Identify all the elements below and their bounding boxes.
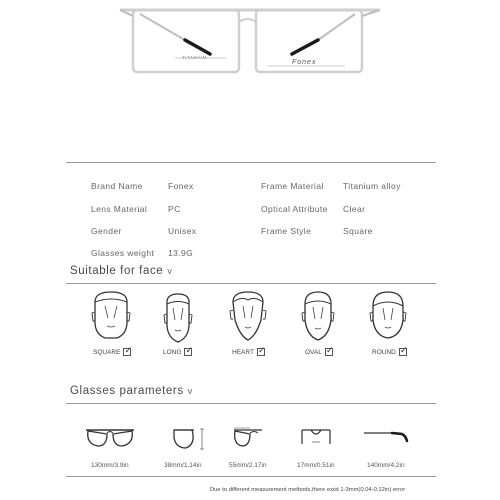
spec-value-brand: Fonex [168,181,194,191]
spec-label-optical: Optical Attribute [261,204,328,214]
params-section-divider [66,403,436,404]
glasses-product-image [0,0,500,100]
left-temple-tip [185,40,210,54]
spec-label-gender: Gender [91,226,122,236]
chevron-down-icon: v [167,266,173,276]
params-section-title-text: Glasses parameters [70,385,184,397]
heart-face-icon [230,292,266,340]
face-label-text: OVAL [305,348,322,356]
param-label-lens-height: 38mm/1.14in [164,462,202,469]
face-label-text: ROUND [372,348,396,356]
face-label-oval [305,348,333,356]
spec-label-lens-material: Lens Material [91,204,148,214]
param-label-temple: 140mm/4.2in [367,462,405,469]
lens-width-icon [86,430,134,446]
bridge-width-icon [302,430,330,444]
spec-value-lens-material: PC [168,204,181,214]
spec-label-weight: Glasses weight [91,248,155,258]
left-temple [140,14,185,40]
temple-brand: Fonex [292,59,317,66]
right-temple [318,14,355,40]
face-section-divider [66,283,436,284]
right-temple-tip [292,40,318,54]
face-label-long [163,348,192,356]
face-label-heart [232,348,265,356]
spec-value-frame-material: Titanium alloy [343,181,401,191]
face-section-title-text: Suitable for face [70,265,164,277]
spec-label-brand: Brand Name [91,181,143,191]
bridge [239,19,256,22]
spec-value-optical: Clear [343,204,366,214]
long-face-icon [164,294,192,342]
params-section-title [70,385,193,397]
footer-divider [66,476,436,477]
checkbox-checked-icon [123,348,131,356]
spec-value-gender: Unisex [168,226,197,236]
spec-label-frame-style: Frame Style [261,226,312,236]
checkbox-checked-icon [184,348,192,356]
spec-label-frame-material: Frame Material [261,181,324,191]
param-label-total-width: 130mm/3.9in [91,462,129,469]
face-section-title [70,265,172,277]
checkbox-checked-icon [325,348,333,356]
face-label-text: HEART [232,348,254,356]
spec-value-frame-style: Square [343,226,373,236]
measurement-footnote: Due to different measurement methods,there exist 1-3mm(0.04-0.12in) error [210,487,406,493]
face-label-text: SQUARE [93,348,121,356]
square-face-icon [92,292,130,338]
oval-face-icon [302,292,334,340]
temple-length-icon [364,433,407,441]
temple-text: TITANIUM [181,54,207,61]
top-divider [66,162,436,163]
glasses-params-row [0,424,500,460]
checkbox-checked-icon [399,348,407,356]
lens-diameter-icon [234,428,262,446]
face-label-text: LONG [163,348,182,356]
checkbox-checked-icon [257,348,265,356]
face-label-square [93,348,131,356]
spec-value-weight: 13.9G [168,248,194,258]
face-label-round [372,348,407,356]
param-label-bridge: 17mm/0.51in [297,462,335,469]
chevron-down-icon: v [187,386,193,396]
face-shapes-row [0,290,500,346]
lens-height-icon [174,429,204,449]
param-label-lens-width: 55mm/2.17in [229,462,267,469]
round-face-icon [370,292,406,338]
